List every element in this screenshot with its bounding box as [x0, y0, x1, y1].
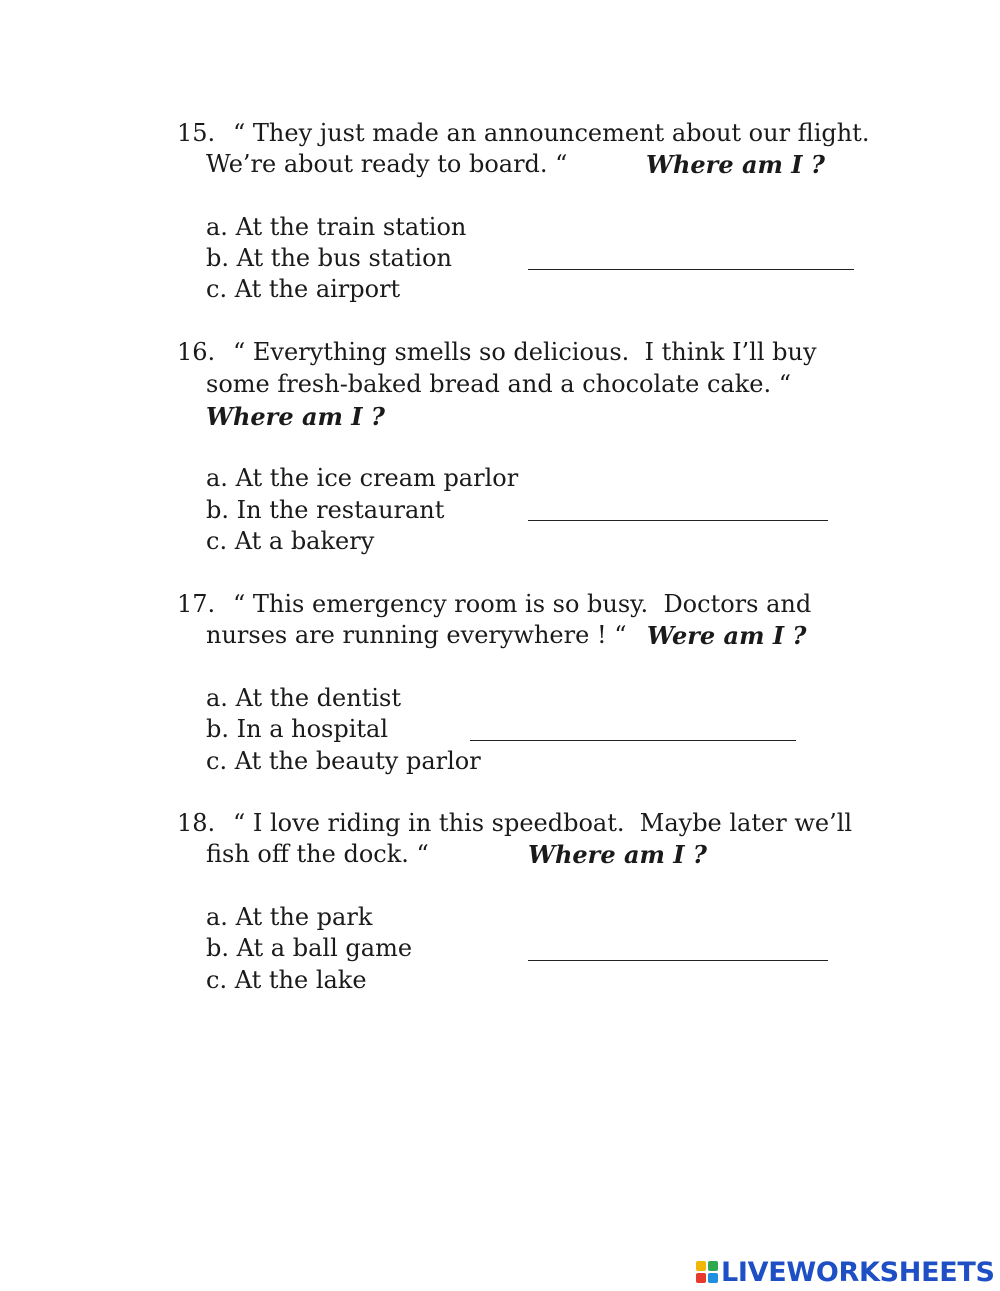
option-c: c. At the airport: [206, 275, 401, 303]
liveworksheets-logo: [696, 1255, 995, 1289]
question-number: 15.: [177, 119, 216, 147]
question-text-line-1: “ This emergency room is so busy. Doctors and: [233, 590, 812, 618]
question-text-line-1: “ I love riding in this speedboat. Maybe later we’ll: [233, 809, 853, 837]
answer-field-18[interactable]: [528, 933, 832, 961]
question-text-line-1: “ They just made an announcement about our flight.: [233, 119, 870, 147]
answer-blank-line: [470, 740, 796, 741]
option-b: b. In a hospital: [206, 715, 389, 743]
question-text-line-2: fish off the dock. “: [206, 840, 429, 868]
question-number: 18.: [177, 809, 216, 837]
answer-field-17[interactable]: [470, 713, 800, 741]
where-prompt: Where am I ?: [206, 402, 385, 431]
answer-blank-line: [528, 520, 828, 521]
question-text-line-2: We’re about ready to board. “: [206, 150, 568, 178]
answer-field-15[interactable]: [528, 242, 858, 270]
question-text-line-2: some fresh-baked bread and a chocolate cake. “: [206, 370, 791, 398]
question-number: 16.: [177, 338, 216, 366]
option-a: a. At the train station: [206, 213, 467, 241]
option-a: a. At the ice cream parlor: [206, 464, 519, 492]
question-text-line-1: “ Everything smells so delicious. I think I’ll buy: [233, 338, 817, 366]
option-b: b. In the restaurant: [206, 496, 445, 524]
option-c: c. At a bakery: [206, 527, 375, 555]
option-c: c. At the lake: [206, 966, 367, 994]
question-text-line-2: nurses are running everywhere ! “: [206, 621, 627, 649]
logo-mark-icon: [696, 1261, 718, 1283]
option-c: c. At the beauty parlor: [206, 747, 481, 775]
answer-blank-line: [528, 269, 854, 270]
where-prompt: Where am I ?: [646, 150, 825, 179]
where-prompt: Where am I ?: [528, 840, 707, 869]
option-b: b. At the bus station: [206, 244, 452, 272]
option-a: a. At the park: [206, 903, 373, 931]
question-number: 17.: [177, 590, 216, 618]
option-b: b. At a ball game: [206, 934, 413, 962]
answer-field-16[interactable]: [528, 493, 832, 521]
option-a: a. At the dentist: [206, 684, 401, 712]
where-prompt: Were am I ?: [647, 621, 807, 650]
answer-blank-line: [528, 960, 828, 961]
logo-text: LIVEWORKSHEETS: [721, 1256, 995, 1288]
